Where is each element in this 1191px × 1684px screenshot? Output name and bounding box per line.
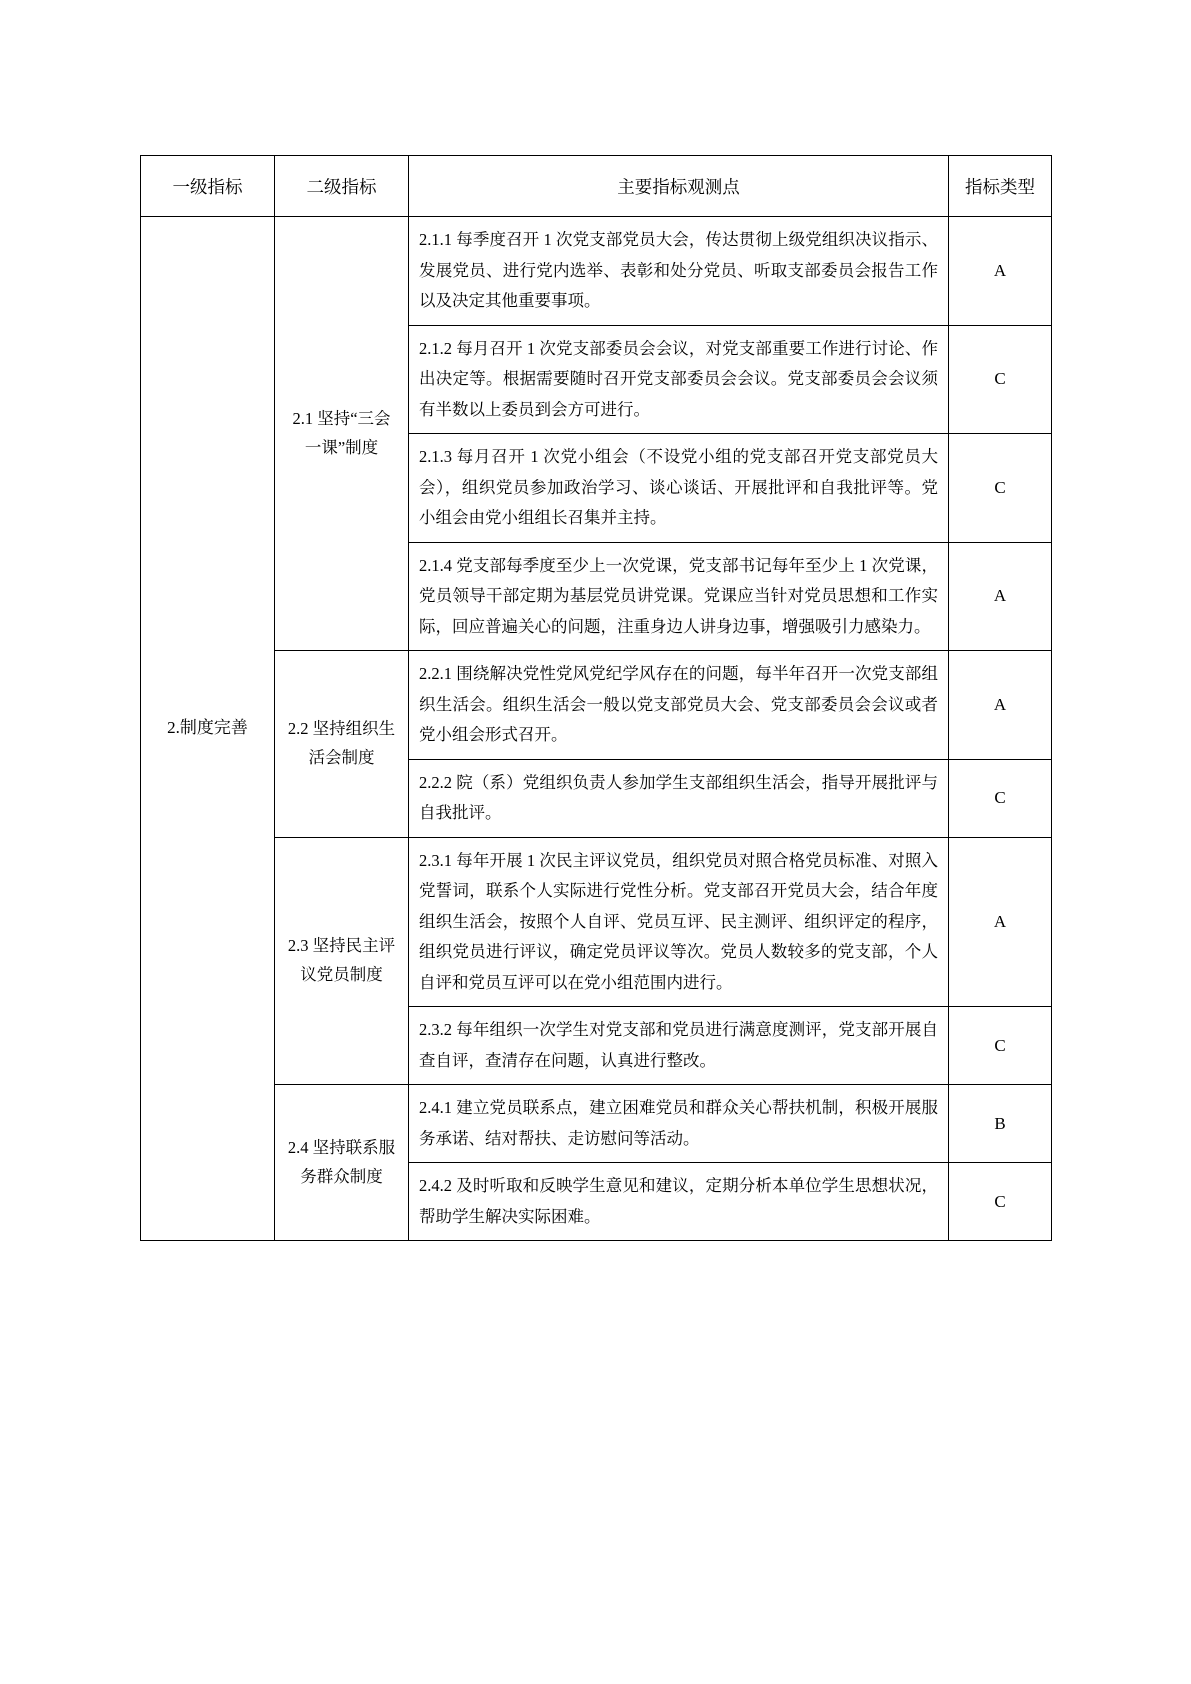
header-level1: 一级指标 [141,156,275,217]
observation-point-cell: 2.1.2 每月召开 1 次党支部委员会会议，对党支部重要工作进行讨论、作出决定等。根据需要随时召开党支部委员会会议。党支部委员会会议须有半数以上委员到会方可进行。 [409,325,949,434]
level2-cell-2-2: 2.2 坚持组织生活会制度 [275,651,409,838]
header-indicator-type: 指标类型 [949,156,1052,217]
indicator-type-cell: B [949,1085,1052,1163]
table-header [141,156,1052,217]
observation-point-cell: 2.1.3 每月召开 1 次党小组会（不设党小组的党支部召开党支部党员大会），组织党员参加政治学习、谈心谈话、开展批评和自我批评等。党小组会由党小组组长召集并主持。 [409,434,949,543]
observation-point-cell: 2.3.2 每年组织一次学生对党支部和党员进行满意度测评，党支部开展自查自评，查清存在问题，认真进行整改。 [409,1007,949,1085]
table-body [141,217,1052,1241]
indicator-type-cell: C [949,759,1052,837]
indicator-type-cell: C [949,434,1052,543]
table-row [141,837,1052,1007]
level2-cell-2-1: 2.1 坚持“三会一课”制度 [275,217,409,651]
table-row [141,217,1052,326]
table-row [141,651,1052,760]
observation-point-cell: 2.1.1 每季度召开 1 次党支部党员大会，传达贯彻上级党组织决议指示、发展党员、进行党内选举、表彰和处分党员、听取支部委员会报告工作以及决定其他重要事项。 [409,217,949,326]
observation-point-cell: 2.4.1 建立党员联系点，建立困难党员和群众关心帮扶机制，积极开展服务承诺、结对帮扶、走访慰问等活动。 [409,1085,949,1163]
indicator-type-cell: C [949,325,1052,434]
observation-point-cell: 2.3.1 每年开展 1 次民主评议党员，组织党员对照合格党员标准、对照入党誓词，联系个人实际进行党性分析。党支部召开党员大会，结合年度组织生活会，按照个人自评、党员互评、民主测评、组织评定的程序，组织党员进行评议，确定党员评议等次。党员人数较多的党支部，个人自评和党员互评可以在党小组范围内进行。 [409,837,949,1007]
level2-cell-2-3: 2.3 坚持民主评议党员制度 [275,837,409,1085]
indicator-type-cell: C [949,1163,1052,1241]
header-level2: 二级指标 [275,156,409,217]
header-row [141,156,1052,217]
level2-cell-2-4: 2.4 坚持联系服务群众制度 [275,1085,409,1241]
level1-cell: 2.制度完善 [141,217,275,1241]
indicator-type-cell: A [949,651,1052,760]
observation-point-cell: 2.2.2 院（系）党组织负责人参加学生支部组织生活会，指导开展批评与自我批评。 [409,759,949,837]
indicator-type-cell: A [949,542,1052,651]
header-observation-point: 主要指标观测点 [409,156,949,217]
table-row [141,1085,1052,1163]
indicator-type-cell: A [949,217,1052,326]
indicator-type-cell: A [949,837,1052,1007]
observation-point-cell: 2.4.2 及时听取和反映学生意见和建议，定期分析本单位学生思想状况，帮助学生解决实际困难。 [409,1163,949,1241]
indicator-table [140,155,1052,1241]
observation-point-cell: 2.2.1 围绕解决党性党风党纪学风存在的问题，每半年召开一次党支部组织生活会。组织生活会一般以党支部党员大会、党支部委员会会议或者党小组会形式召开。 [409,651,949,760]
indicator-type-cell: C [949,1007,1052,1085]
observation-point-cell: 2.1.4 党支部每季度至少上一次党课，党支部书记每年至少上 1 次党课，党员领导干部定期为基层党员讲党课。党课应当针对党员思想和工作实际，回应普遍关心的问题，注重身边人讲身边事，增强吸引力感染力。 [409,542,949,651]
